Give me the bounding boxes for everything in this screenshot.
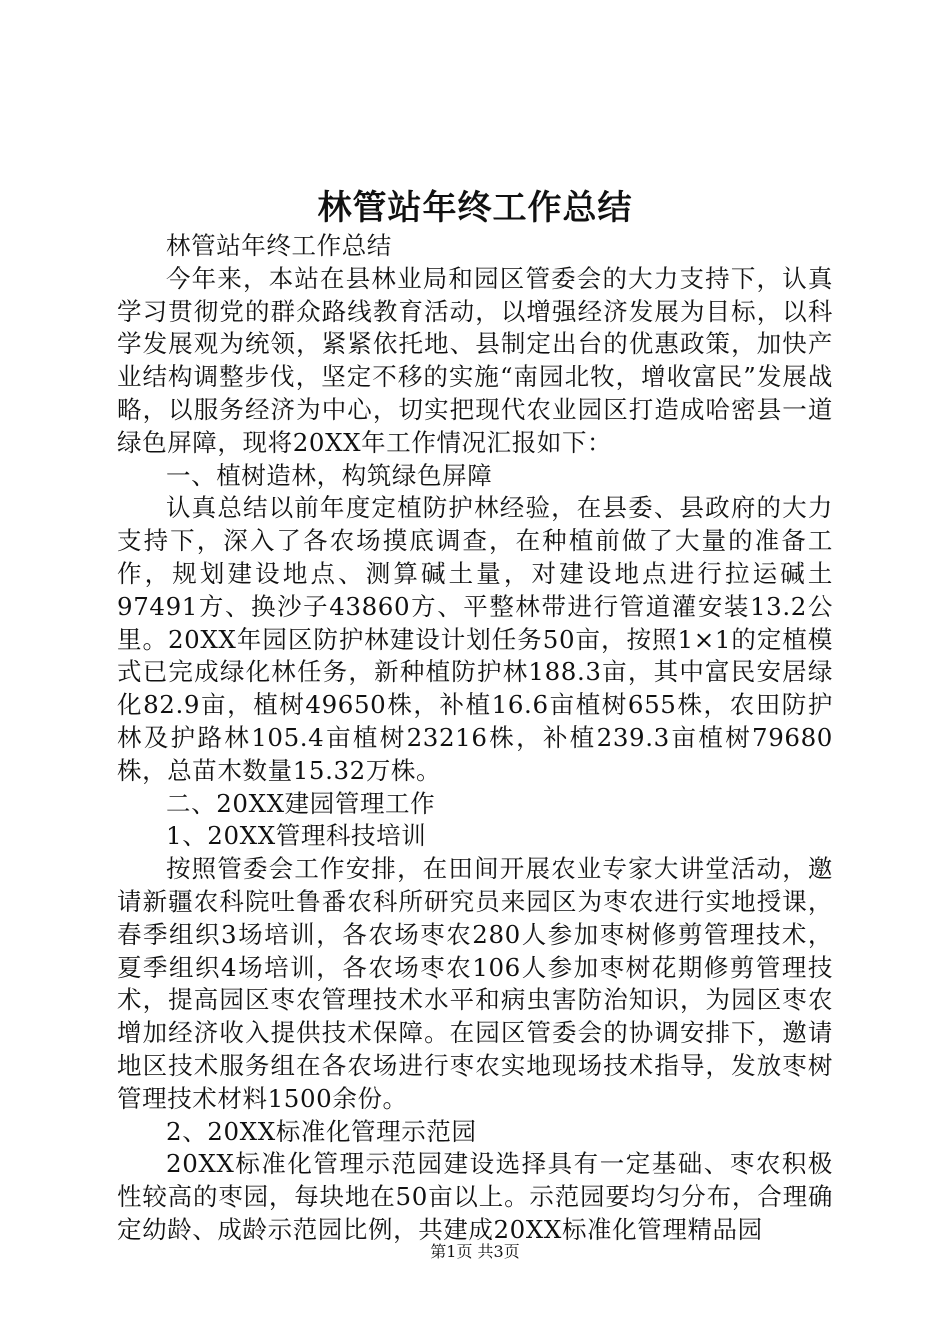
body-paragraph: 认真总结以前年度定植防护林经验，在县委、县政府的大力支持下，深入了各农场摸底调查，在种植前做了大量的准备工作，规划建设地点、测算碱土量，对建设地点进行拉运碱土97491方、换沙子43860方、平整林带进行管道灌安装13.2公里。20XX年园区防护林建设计划任务50亩，按照1×1的定植模式已完成绿化林任务，新种植防护林188.3亩，其中富民安居绿化82.9亩，植树49650株，补植16.6亩植树655株，农田防护林及护路林105.4亩植树23216株，补植239.3亩植树79680株，总苗木数量15.32万株。 (117, 493, 833, 785)
document-body (117, 230, 833, 1247)
body-paragraph: 20XX标准化管理示范园建设选择具有一定基础、枣农积极性较高的枣园，每块地在50亩以上。示范园要均匀分布，合理确定幼龄、成龄示范园比例，共建成20XX标准化管理精品园 (117, 1149, 833, 1244)
subsection-heading: 2、20XX标准化管理示范园 (166, 1116, 477, 1146)
page-footer: 第1页 共3页 (430, 1242, 520, 1261)
body-paragraph: 按照管委会工作安排，在田间开展农业专家大讲堂活动，邀请新疆农科院吐鲁番农科所研究员来园区为枣农进行实地授课，春季组织3场培训，各农场枣农280人参加枣树修剪管理技术，夏季组织4场培训，各农场枣农106人参加枣树花期修剪管理技术，提高园区枣农管理技术水平和病虫害防治知识，为园区枣农增加经济收入提供技术保障。在园区管委会的协调安排下，邀请地区技术服务组在各农场进行枣农实地现场技术指导，发放枣树管理技术材料1500余份。 (117, 854, 833, 1113)
subsection-heading: 1、20XX管理科技培训 (166, 821, 427, 851)
document-title: 林管站年终工作总结 (317, 188, 633, 228)
section-heading: 二、20XX建园管理工作 (166, 788, 436, 818)
section-heading: 一、植树造林，构筑绿色屏障 (166, 460, 493, 490)
body-paragraph: 林管站年终工作总结 (166, 231, 392, 260)
body-paragraph: 今年来，本站在县林业局和园区管委会的大力支持下，认真学习贯彻党的群众路线教育活动，以增强经济发展为目标，以科学发展观为统领，紧紧依托地、县制定出台的优惠政策，加快产业结构调整步伐，坚定不移的实施“南园北牧，增收富民”发展战略，以服务经济为中心，切实把现代农业园区打造成哈密县一道绿色屏障，现将20XX年工作情况汇报如下： (117, 263, 833, 457)
